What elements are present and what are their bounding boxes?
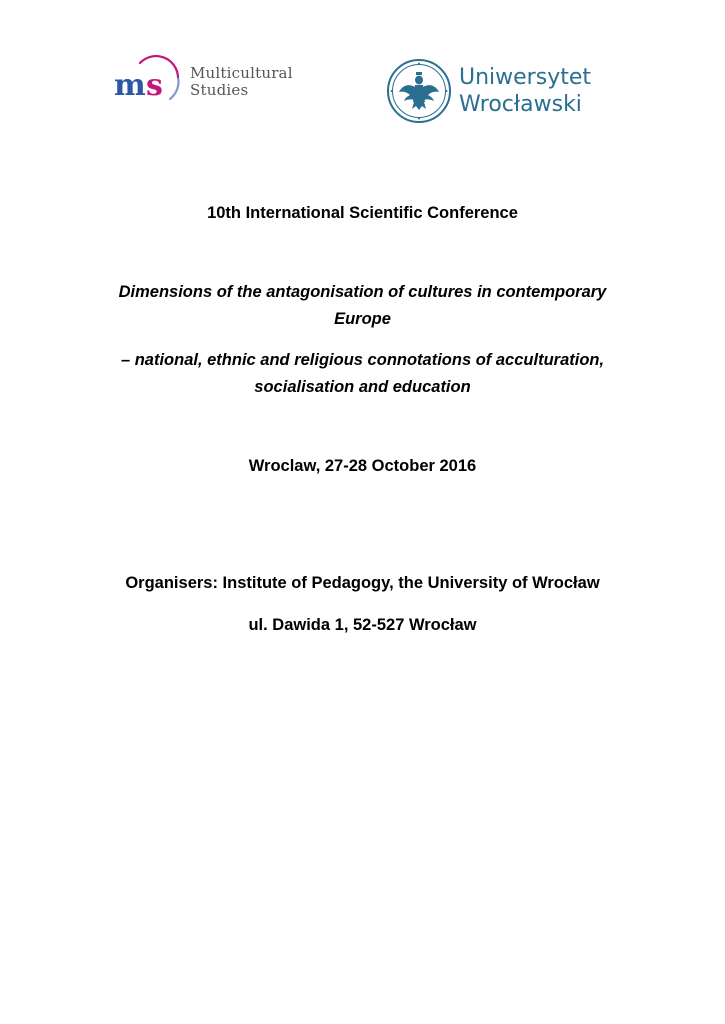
conference-organisers: Organisers: Institute of Pedagogy, the University of Wrocław	[125, 574, 600, 592]
conference-place-date: Wroclaw, 27-28 October 2016	[248, 457, 477, 475]
university-logo-text	[459, 64, 591, 118]
ms-logo-text	[190, 65, 293, 99]
conference-title-line2: Europe	[334, 310, 391, 328]
university-logo-line1: Uniwersytet	[459, 65, 591, 90]
conference-edition: 10th International Scientific Conference	[207, 204, 518, 222]
university-seal-icon	[386, 58, 452, 124]
svg-text:s: s	[146, 68, 163, 103]
svg-text:m: m	[114, 68, 146, 103]
conference-subtitle-line2: socialisation and education	[254, 378, 471, 396]
university-wroclaw-logo	[386, 58, 601, 128]
university-logo-line2: Wrocławski	[459, 92, 582, 117]
conference-title-line1: Dimensions of the antagonisation of cultures in contemporary	[118, 283, 607, 301]
conference-subtitle-line1: – national, ethnic and religious connotations of acculturation,	[120, 351, 605, 369]
conference-address: ul. Dawida 1, 52-527 Wrocław	[248, 616, 477, 634]
multicultural-studies-logo	[112, 55, 302, 107]
ms-logo-line1: Multicultural	[190, 64, 293, 82]
ms-logo-line2: Studies	[190, 81, 249, 99]
ms-logo-mark	[112, 55, 184, 107]
